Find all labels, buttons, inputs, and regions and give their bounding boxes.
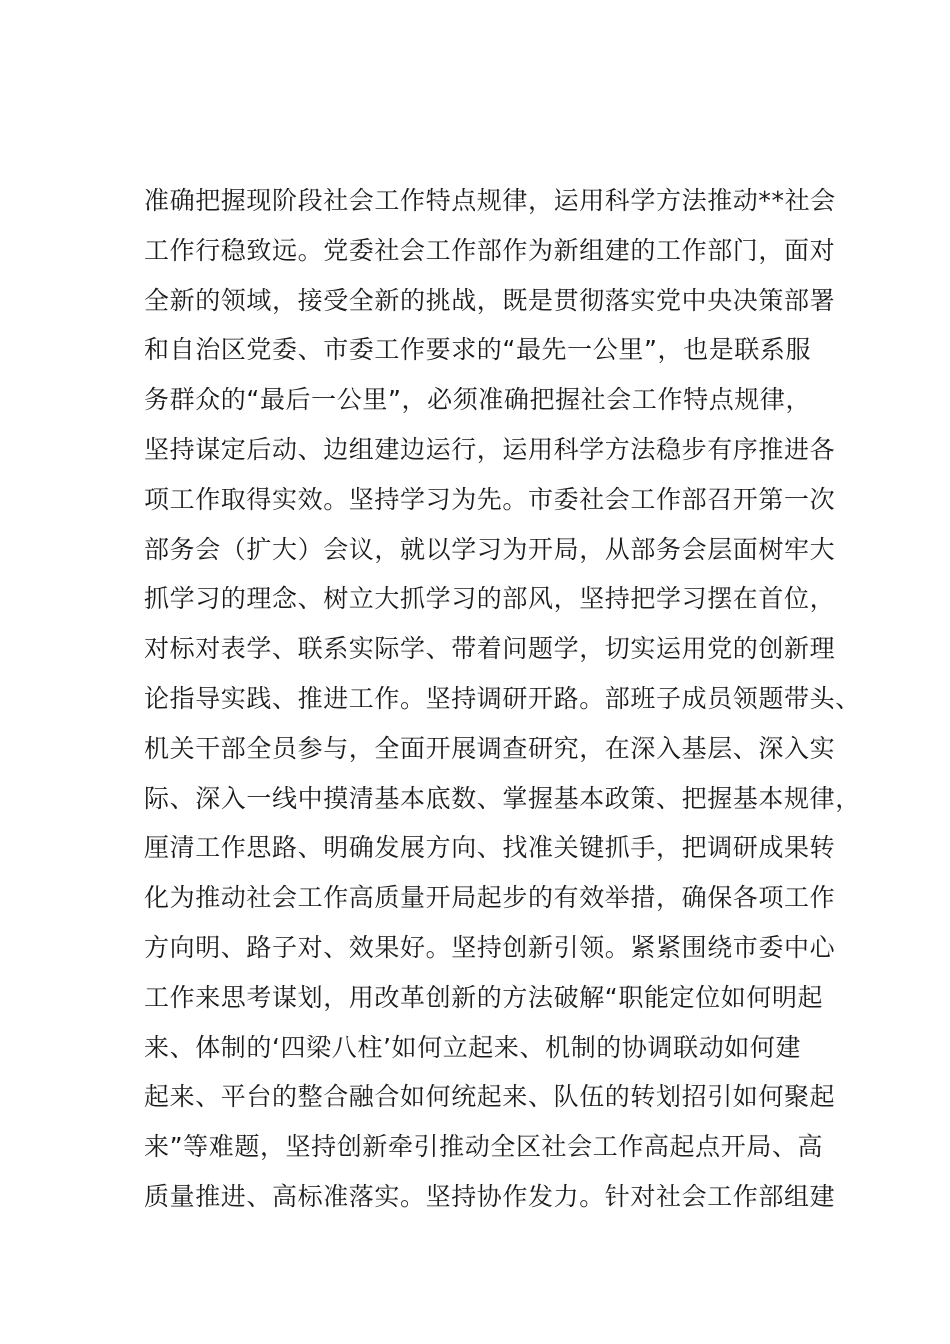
text-line: 来、体制的‘四梁八柱’如何立起来、机制的协调联动如何建 (144, 1032, 802, 1062)
text-line: 方向明、路子对、效果好。坚持创新引领。紧紧围绕市委中心 (144, 932, 836, 962)
text-line: 机关干部全员参与，全面开展调查研究，在深入基层、深入实 (144, 733, 836, 763)
text-line: 和自治区党委、市委工作要求的“最先一公里”，也是联系服 (144, 335, 812, 365)
text-line: 部务会（扩大）会议，就以学习为开局，从部务会层面树牢大 (144, 534, 836, 564)
text-line: 工作行稳致远。党委社会工作部作为新组建的工作部门，面对 (144, 235, 836, 265)
text-line: 来”等难题，坚持创新牵引推动全区社会工作高起点开局、高 (144, 1132, 824, 1162)
text-line: 项工作取得实效。坚持学习为先。市委社会工作部召开第一次 (144, 484, 836, 514)
text-line: 厘清工作思路、明确发展方向、找准关键抓手，把调研成果转 (144, 833, 836, 863)
text-line: 坚持谋定后动、边组建边运行，运用科学方法稳步有序推进各 (144, 434, 836, 464)
text-line: 抓学习的理念、树立大抓学习的部风，坚持把学习摆在首位， (144, 584, 836, 614)
text-line: 质量推进、高标准落实。坚持协作发力。针对社会工作部组建 (144, 1181, 836, 1211)
text-line: 起来、平台的整合融合如何统起来、队伍的转划招引如何聚起 (144, 1082, 836, 1112)
text-line: 际、深入一线中摸清基本底数、掌握基本政策、把握基本规律， (144, 783, 861, 813)
text-line: 全新的领域，接受全新的挑战，既是贯彻落实党中央决策部署 (144, 285, 836, 315)
text-line: 务群众的“最后一公里”，必须准确把握社会工作特点规律， (144, 385, 812, 415)
text-line: 对标对表学、联系实际学、带着问题学，切实运用党的创新理 (144, 634, 836, 664)
text-line: 化为推动社会工作高质量开局起步的有效举措，确保各项工作 (144, 883, 836, 913)
text-line: 论指导实践、推进工作。坚持调研开路。部班子成员领题带头、 (144, 683, 861, 713)
text-line: 准确把握现阶段社会工作特点规律，运用科学方法推动**社会 (144, 186, 836, 215)
text-line: 工作来思考谋划，用改革创新的方法破解“职能定位如何明起 (144, 982, 824, 1012)
body-text (144, 176, 861, 1222)
